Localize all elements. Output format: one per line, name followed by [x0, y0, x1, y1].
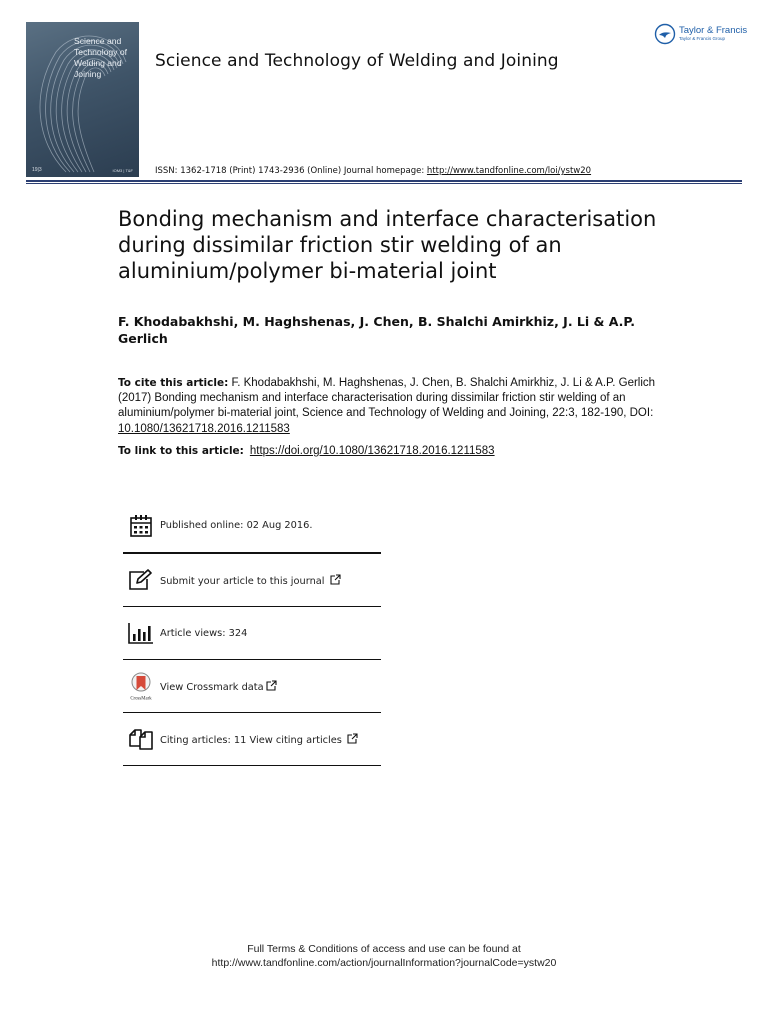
- citation-label: To cite this article:: [118, 377, 229, 389]
- terms-url[interactable]: http://www.tandfonline.com/action/journalInformation?journalCode=ystw20: [211, 957, 557, 969]
- crossmark-link[interactable]: [160, 680, 277, 693]
- bar-chart-icon: [126, 618, 156, 648]
- documents-icon: [126, 724, 156, 754]
- article-authors: F. Khodabakhshi, M. Haghshenas, J. Chen, B. Shalchi Amirkhiz, J. Li & A.P. Gerlich: [118, 314, 636, 346]
- citing-articles-text: Citing articles: 11 View citing articles: [160, 734, 342, 746]
- citation-block: [118, 376, 658, 437]
- publisher-name: Taylor & Francis: [679, 25, 748, 36]
- cover-title: Science and Technology of Welding and Joining: [74, 36, 128, 79]
- journal-title: Science and Technology of Welding and Joining: [155, 51, 559, 71]
- submit-article-row[interactable]: [123, 554, 381, 607]
- issn-line: [155, 166, 591, 176]
- edit-icon: [126, 565, 156, 595]
- article-info-list: [123, 499, 381, 766]
- publisher-subname: Taylor & Francis Group: [679, 36, 726, 41]
- taylor-francis-logo: [654, 23, 676, 45]
- terms-footer: [0, 942, 768, 970]
- published-online-text: Published online: 02 Aug 2016.: [160, 520, 313, 531]
- article-title: Bonding mechanism and interface characterisation during dissimilar friction stir welding of an aluminium/polymer bi-material joint: [118, 207, 657, 283]
- article-doi-url[interactable]: https://doi.org/10.1080/13621718.2016.1211583: [249, 445, 495, 457]
- published-online-row: [123, 499, 381, 554]
- cover-volume: 19|3: [32, 167, 42, 173]
- citing-articles-link[interactable]: [160, 733, 358, 746]
- journal-cover: [26, 22, 139, 177]
- calendar-icon: [126, 511, 156, 541]
- article-views-row: [123, 607, 381, 660]
- terms-text: Full Terms & Conditions of access and use can be found at: [247, 943, 521, 955]
- submit-article-text: Submit your article to this journal: [160, 575, 325, 587]
- article-views-text: Article views: 324: [160, 627, 248, 639]
- external-link-icon: [330, 574, 341, 585]
- crossmark-caption: CrossMark: [130, 696, 152, 701]
- article-link-block: [118, 445, 678, 457]
- citing-articles-row[interactable]: [123, 713, 381, 766]
- journal-homepage-link[interactable]: http://www.tandfonline.com/loi/ystw20: [426, 166, 592, 176]
- article-link-label: To link to this article:: [118, 445, 244, 457]
- cover-publisher: IOM3 | T&F: [112, 168, 133, 173]
- issn-text: ISSN: 1362-1718 (Print) 1743-2936 (Online) Journal homepage:: [155, 166, 427, 176]
- header-divider-thin: [26, 183, 742, 184]
- crossmark-icon: [126, 671, 156, 701]
- external-link-icon: [347, 733, 358, 744]
- header-divider: [26, 180, 742, 182]
- citation-doi-link[interactable]: 10.1080/13621718.2016.1211583: [118, 422, 290, 435]
- crossmark-row[interactable]: [123, 660, 381, 713]
- citation-text: F. Khodabakhshi, M. Haghshenas, J. Chen, B. Shalchi Amirkhiz, J. Li & A.P. Gerlich (2017) Bonding mechanism and interface characterisation during dissimilar friction stir welding of an aluminium/polymer bi-material joint, Science and Technology of Welding and Joining, 22:3, 182-190, DOI:: [118, 377, 656, 420]
- crossmark-text: View Crossmark data: [160, 681, 264, 693]
- external-link-icon: [266, 680, 277, 691]
- submit-article-link[interactable]: [160, 574, 341, 587]
